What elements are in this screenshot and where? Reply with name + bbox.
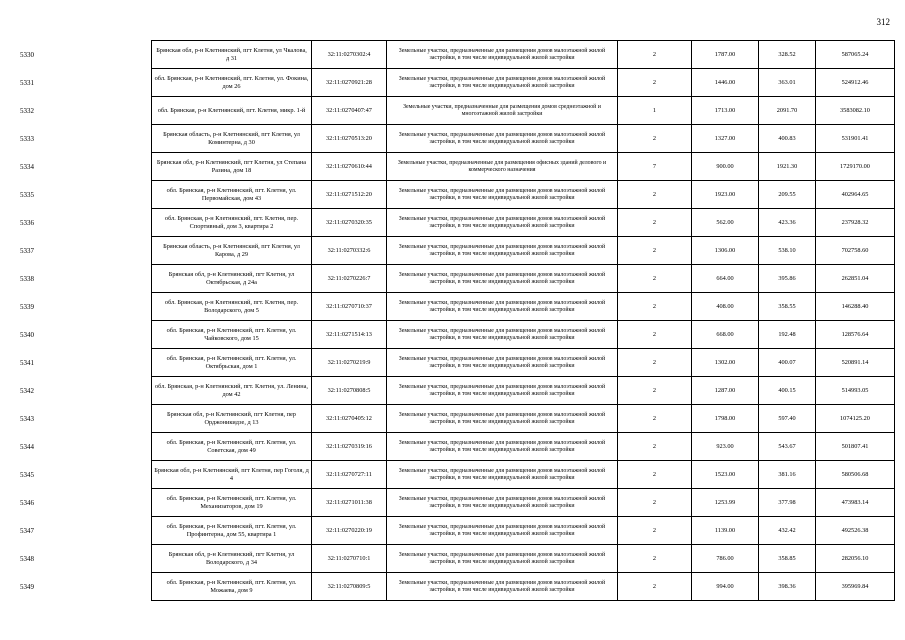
use-group-cell: 7	[618, 153, 692, 181]
cadastral-number-cell: 32:11:0270320:35	[312, 209, 387, 237]
address-cell: обл. Брянская, р-н Клетнянский, пгт. Клетня, ул. Можаева, дом 9	[152, 573, 312, 601]
row-number: 5338	[20, 275, 34, 283]
land-use-cell	[387, 265, 618, 293]
row-number: 5346	[20, 499, 34, 507]
cadastral-number-cell: 32:11:0270610:44	[312, 153, 387, 181]
table-row	[152, 209, 895, 237]
row-number: 5345	[20, 471, 34, 479]
cadastral-cost-cell: 282056.10	[816, 545, 895, 573]
table-row	[152, 517, 895, 545]
area-cell: 1713.00	[692, 97, 759, 125]
table-row	[152, 321, 895, 349]
use-group-cell: 2	[618, 321, 692, 349]
specific-value-cell: 377.98	[759, 489, 816, 517]
table-row	[152, 433, 895, 461]
cadastral-cost-cell: 262851.04	[816, 265, 895, 293]
address-cell: обл. Брянская, р-н Клетнянский, пгт. Клетня, ул. Профинтерна, дом 55, квартира 1	[152, 517, 312, 545]
row-number: 5335	[20, 191, 34, 199]
cadastral-number-cell: 32:11:0270710:1	[312, 545, 387, 573]
row-number: 5330	[20, 51, 34, 59]
cadastral-cost-cell: 402964.65	[816, 181, 895, 209]
area-cell: 1523.00	[692, 461, 759, 489]
table-row	[152, 293, 895, 321]
use-group-cell: 2	[618, 265, 692, 293]
area-cell: 1787.00	[692, 41, 759, 69]
specific-value-cell: 597.40	[759, 405, 816, 433]
area-cell: 1446.00	[692, 69, 759, 97]
use-group-cell: 2	[618, 461, 692, 489]
area-cell: 923.00	[692, 433, 759, 461]
table-row	[152, 97, 895, 125]
cadastral-number-cell: 32:11:0270332:6	[312, 237, 387, 265]
row-number: 5347	[20, 527, 34, 535]
cadastral-number-cell: 32:11:0271011:38	[312, 489, 387, 517]
address-cell: обл. Брянская, р-н Клетнянский, пгт. Клетня, ул. Механизаторов, дом 19	[152, 489, 312, 517]
cadastral-cost-cell: 395969.84	[816, 573, 895, 601]
land-use-text: Земельные участки, предназначенные для размещения домов малоэтажной жилой застройки, в том числе индивидуальной жилой застройки	[398, 439, 606, 453]
address-cell: обл. Брянская, р-н Клетнянский, пгт. Клетня, пер. Володарского, дом 5	[152, 293, 312, 321]
land-use-text: Земельные участки, предназначенные для размещения домов малоэтажной жилой застройки, в том числе индивидуальной жилой застройки	[398, 299, 606, 313]
area-cell: 664.00	[692, 265, 759, 293]
address-cell: Брянская обл, р-н Клетнянский, пгт Клетня, ул Степана Разина, дом 18	[152, 153, 312, 181]
land-use-cell	[387, 237, 618, 265]
land-use-text: Земельные участки, предназначенные для размещения домов малоэтажной жилой застройки, в том числе индивидуальной жилой застройки	[398, 271, 606, 285]
land-use-text: Земельные участки, предназначенные для размещения домов малоэтажной жилой застройки, в том числе индивидуальной жилой застройки	[398, 523, 606, 537]
cadastral-cost-cell: 514993.05	[816, 377, 895, 405]
address-cell: обл. Брянская, р-н Клетнянский, пгт. Клетня, ул. Первомайская, дом 43	[152, 181, 312, 209]
address-cell: Брянская обл, р-н Клетнянский, пгт Клетня, пер Орджоникидзе, д 13	[152, 405, 312, 433]
land-use-text: Земельные участки, предназначенные для размещения домов малоэтажной жилой застройки, в том числе индивидуальной жилой застройки	[398, 243, 606, 257]
use-group-cell: 1	[618, 97, 692, 125]
specific-value-cell: 538.10	[759, 237, 816, 265]
land-use-cell	[387, 97, 618, 125]
row-number: 5342	[20, 387, 34, 395]
table-row	[152, 153, 895, 181]
cadastral-value-table	[151, 40, 895, 601]
specific-value-cell: 400.07	[759, 349, 816, 377]
table-row	[152, 405, 895, 433]
area-cell: 1327.00	[692, 125, 759, 153]
cadastral-number-cell: 32:11:0270302:4	[312, 41, 387, 69]
cadastral-number-cell: 32:11:0270220:19	[312, 517, 387, 545]
land-use-cell	[387, 209, 618, 237]
row-number: 5333	[20, 135, 34, 143]
specific-value-cell: 358.55	[759, 293, 816, 321]
table-row	[152, 237, 895, 265]
area-cell: 562.00	[692, 209, 759, 237]
address-cell: обл. Брянская, р-н Клетнянский, пгт. Клетня, ул. Советская, дом 49	[152, 433, 312, 461]
use-group-cell: 2	[618, 489, 692, 517]
area-cell: 408.00	[692, 293, 759, 321]
row-number: 5334	[20, 163, 34, 171]
specific-value-cell: 381.16	[759, 461, 816, 489]
area-cell: 1798.00	[692, 405, 759, 433]
cadastral-number-cell: 32:11:0270808:5	[312, 377, 387, 405]
use-group-cell: 2	[618, 433, 692, 461]
row-number: 5344	[20, 443, 34, 451]
cadastral-number-cell: 32:11:0270727:11	[312, 461, 387, 489]
cadastral-cost-cell: 587065.24	[816, 41, 895, 69]
table-row	[152, 181, 895, 209]
cadastral-cost-cell: 492526.38	[816, 517, 895, 545]
address-cell: Брянская область, р-н Клетнянский, пгт Клетня, ул Коминтерна, д 30	[152, 125, 312, 153]
land-use-cell	[387, 321, 618, 349]
land-use-cell	[387, 349, 618, 377]
cadastral-cost-cell: 3583082.10	[816, 97, 895, 125]
land-use-cell	[387, 517, 618, 545]
land-use-text: Земельные участки, предназначенные для размещения домов малоэтажной жилой застройки, в том числе индивидуальной жилой застройки	[398, 187, 606, 201]
cadastral-cost-cell: 702758.60	[816, 237, 895, 265]
row-number: 5341	[20, 359, 34, 367]
cadastral-cost-cell: 473983.14	[816, 489, 895, 517]
land-use-cell	[387, 69, 618, 97]
address-cell: Брянская обл, р-н Клетнянский, пгт Клетня, ул Октябрьская, д 24а	[152, 265, 312, 293]
address-cell: обл. Брянская, р-н Клетнянский, пгт. Клетня, ул. Ленина, дом 42	[152, 377, 312, 405]
use-group-cell: 2	[618, 573, 692, 601]
address-cell: обл. Брянская, р-н Клетнянский, пгт. Клетня, пер. Спортивный, дом 3, квартира 2	[152, 209, 312, 237]
table-row	[152, 489, 895, 517]
area-cell: 1306.00	[692, 237, 759, 265]
land-use-text: Земельные участки, предназначенные для размещения домов малоэтажной жилой застройки, в том числе индивидуальной жилой застройки	[398, 383, 606, 397]
area-cell: 994.00	[692, 573, 759, 601]
specific-value-cell: 398.36	[759, 573, 816, 601]
cadastral-cost-cell: 1074125.20	[816, 405, 895, 433]
table-row	[152, 573, 895, 601]
land-use-cell	[387, 125, 618, 153]
land-use-text: Земельные участки, предназначенные для размещения домов малоэтажной жилой застройки, в том числе индивидуальной жилой застройки	[398, 355, 606, 369]
cadastral-cost-cell: 146288.40	[816, 293, 895, 321]
address-cell: обл. Брянская, р-н Клетнянский, пгт. Клетня, ул. Октябрьская, дом 1	[152, 349, 312, 377]
land-use-text: Земельные участки, предназначенные для размещения домов малоэтажной жилой застройки, в том числе индивидуальной жилой застройки	[398, 411, 606, 425]
table-row	[152, 69, 895, 97]
land-use-cell	[387, 377, 618, 405]
land-use-text: Земельные участки, предназначенные для размещения офисных зданий делового и коммерческого назначения	[397, 159, 607, 173]
address-cell: Брянская обл, р-н Клетнянский, пгт Клетня, пер Гоголя, д 4	[152, 461, 312, 489]
land-use-text: Земельные участки, предназначенные для размещения домов малоэтажной жилой застройки, в том числе индивидуальной жилой застройки	[398, 75, 606, 89]
specific-value-cell: 363.01	[759, 69, 816, 97]
land-use-cell	[387, 181, 618, 209]
cadastral-cost-cell: 520891.14	[816, 349, 895, 377]
row-number: 5336	[20, 219, 34, 227]
row-number: 5348	[20, 555, 34, 563]
use-group-cell: 2	[618, 377, 692, 405]
cadastral-number-cell: 32:11:0270710:37	[312, 293, 387, 321]
land-use-text: Земельные участки, предназначенные для размещения домов малоэтажной жилой застройки, в том числе индивидуальной жилой застройки	[398, 467, 606, 481]
address-cell: обл. Брянская, р-н Клетнянский, пгт. Клетня, ул. Чайковского, дом 15	[152, 321, 312, 349]
land-use-text: Земельные участки, предназначенные для размещения домов малоэтажной жилой застройки, в том числе индивидуальной жилой застройки	[398, 551, 606, 565]
table-row	[152, 545, 895, 573]
cadastral-number-cell: 32:11:0270407:47	[312, 97, 387, 125]
cadastral-cost-cell: 128576.64	[816, 321, 895, 349]
row-number: 5332	[20, 107, 34, 115]
row-number: 5339	[20, 303, 34, 311]
land-use-cell	[387, 545, 618, 573]
cadastral-cost-cell: 237928.32	[816, 209, 895, 237]
area-cell: 1302.00	[692, 349, 759, 377]
use-group-cell: 2	[618, 545, 692, 573]
specific-value-cell: 209.55	[759, 181, 816, 209]
area-cell: 786.00	[692, 545, 759, 573]
row-number: 5343	[20, 415, 34, 423]
use-group-cell: 2	[618, 517, 692, 545]
row-number: 5331	[20, 79, 34, 87]
specific-value-cell: 432.42	[759, 517, 816, 545]
land-use-text: Земельные участки, предназначенные для размещения домов среднеэтажной и многоэтажной жилой застройки	[403, 103, 601, 117]
address-cell: обл. Брянская, р-н Клетнянский, пгт. Клетня, микр. 1-й	[152, 97, 312, 125]
land-use-text: Земельные участки, предназначенные для размещения домов малоэтажной жилой застройки, в том числе индивидуальной жилой застройки	[398, 579, 606, 593]
land-use-cell	[387, 433, 618, 461]
cadastral-number-cell: 32:11:0270921:28	[312, 69, 387, 97]
use-group-cell: 2	[618, 349, 692, 377]
row-number: 5340	[20, 331, 34, 339]
use-group-cell: 2	[618, 41, 692, 69]
address-cell: Брянская обл, р-н Клетнянский, пгт Клетня, ул Володарского, д 34	[152, 545, 312, 573]
land-use-cell	[387, 489, 618, 517]
cadastral-number-cell: 32:11:0270809:5	[312, 573, 387, 601]
land-use-cell	[387, 293, 618, 321]
cadastral-number-cell: 32:11:0271514:13	[312, 321, 387, 349]
area-cell: 1287.00	[692, 377, 759, 405]
cadastral-number-cell: 32:11:0271512:20	[312, 181, 387, 209]
address-cell: Брянская область, р-н Клетнянский, пгт Клетня, ул Карова, д 29	[152, 237, 312, 265]
area-cell: 900.00	[692, 153, 759, 181]
cadastral-cost-cell: 1729170.00	[816, 153, 895, 181]
specific-value-cell: 2091.70	[759, 97, 816, 125]
area-cell: 1139.00	[692, 517, 759, 545]
table-row	[152, 265, 895, 293]
cadastral-number-cell: 32:11:0270405:12	[312, 405, 387, 433]
table-body	[152, 41, 895, 601]
specific-value-cell: 400.15	[759, 377, 816, 405]
use-group-cell: 2	[618, 69, 692, 97]
use-group-cell: 2	[618, 209, 692, 237]
specific-value-cell: 400.83	[759, 125, 816, 153]
land-use-cell	[387, 573, 618, 601]
cadastral-cost-cell: 524912.46	[816, 69, 895, 97]
address-cell: обл. Брянская, р-н Клетнянский, пгт. Клетня, ул. Фокина, дом 26	[152, 69, 312, 97]
use-group-cell: 2	[618, 237, 692, 265]
cadastral-number-cell: 32:11:0270319:16	[312, 433, 387, 461]
land-use-cell	[387, 461, 618, 489]
land-use-text: Земельные участки, предназначенные для размещения домов малоэтажной жилой застройки, в том числе индивидуальной жилой застройки	[398, 327, 606, 341]
land-use-text: Земельные участки, предназначенные для размещения домов малоэтажной жилой застройки, в том числе индивидуальной жилой застройки	[398, 495, 606, 509]
use-group-cell: 2	[618, 181, 692, 209]
area-cell: 668.00	[692, 321, 759, 349]
cadastral-number-cell: 32:11:0270226:7	[312, 265, 387, 293]
specific-value-cell: 358.85	[759, 545, 816, 573]
use-group-cell: 2	[618, 293, 692, 321]
cadastral-cost-cell: 531901.41	[816, 125, 895, 153]
table-row	[152, 125, 895, 153]
land-use-cell	[387, 405, 618, 433]
specific-value-cell: 1921.30	[759, 153, 816, 181]
area-cell: 1923.00	[692, 181, 759, 209]
specific-value-cell: 423.36	[759, 209, 816, 237]
row-number: 5349	[20, 583, 34, 591]
land-use-cell	[387, 153, 618, 181]
table-row	[152, 461, 895, 489]
address-cell: Брянская обл, р-н Клетнянский, пгт Клетня, ул Чкалова, д 31	[152, 41, 312, 69]
table-row	[152, 41, 895, 69]
page-number: 312	[876, 17, 890, 27]
land-use-text: Земельные участки, предназначенные для размещения домов малоэтажной жилой застройки, в том числе индивидуальной жилой застройки	[398, 215, 606, 229]
cadastral-number-cell: 32:11:0270513:20	[312, 125, 387, 153]
land-use-text: Земельные участки, предназначенные для размещения домов малоэтажной жилой застройки, в том числе индивидуальной жилой застройки	[398, 47, 606, 61]
specific-value-cell: 543.67	[759, 433, 816, 461]
table-row	[152, 349, 895, 377]
cadastral-cost-cell: 580506.68	[816, 461, 895, 489]
land-use-text: Земельные участки, предназначенные для размещения домов малоэтажной жилой застройки, в том числе индивидуальной жилой застройки	[398, 131, 606, 145]
specific-value-cell: 192.48	[759, 321, 816, 349]
area-cell: 1253.99	[692, 489, 759, 517]
use-group-cell: 2	[618, 405, 692, 433]
use-group-cell: 2	[618, 125, 692, 153]
cadastral-cost-cell: 501807.41	[816, 433, 895, 461]
specific-value-cell: 395.86	[759, 265, 816, 293]
cadastral-number-cell: 32:11:0270219:9	[312, 349, 387, 377]
table-row	[152, 377, 895, 405]
specific-value-cell: 328.52	[759, 41, 816, 69]
land-use-cell	[387, 41, 618, 69]
row-number: 5337	[20, 247, 34, 255]
